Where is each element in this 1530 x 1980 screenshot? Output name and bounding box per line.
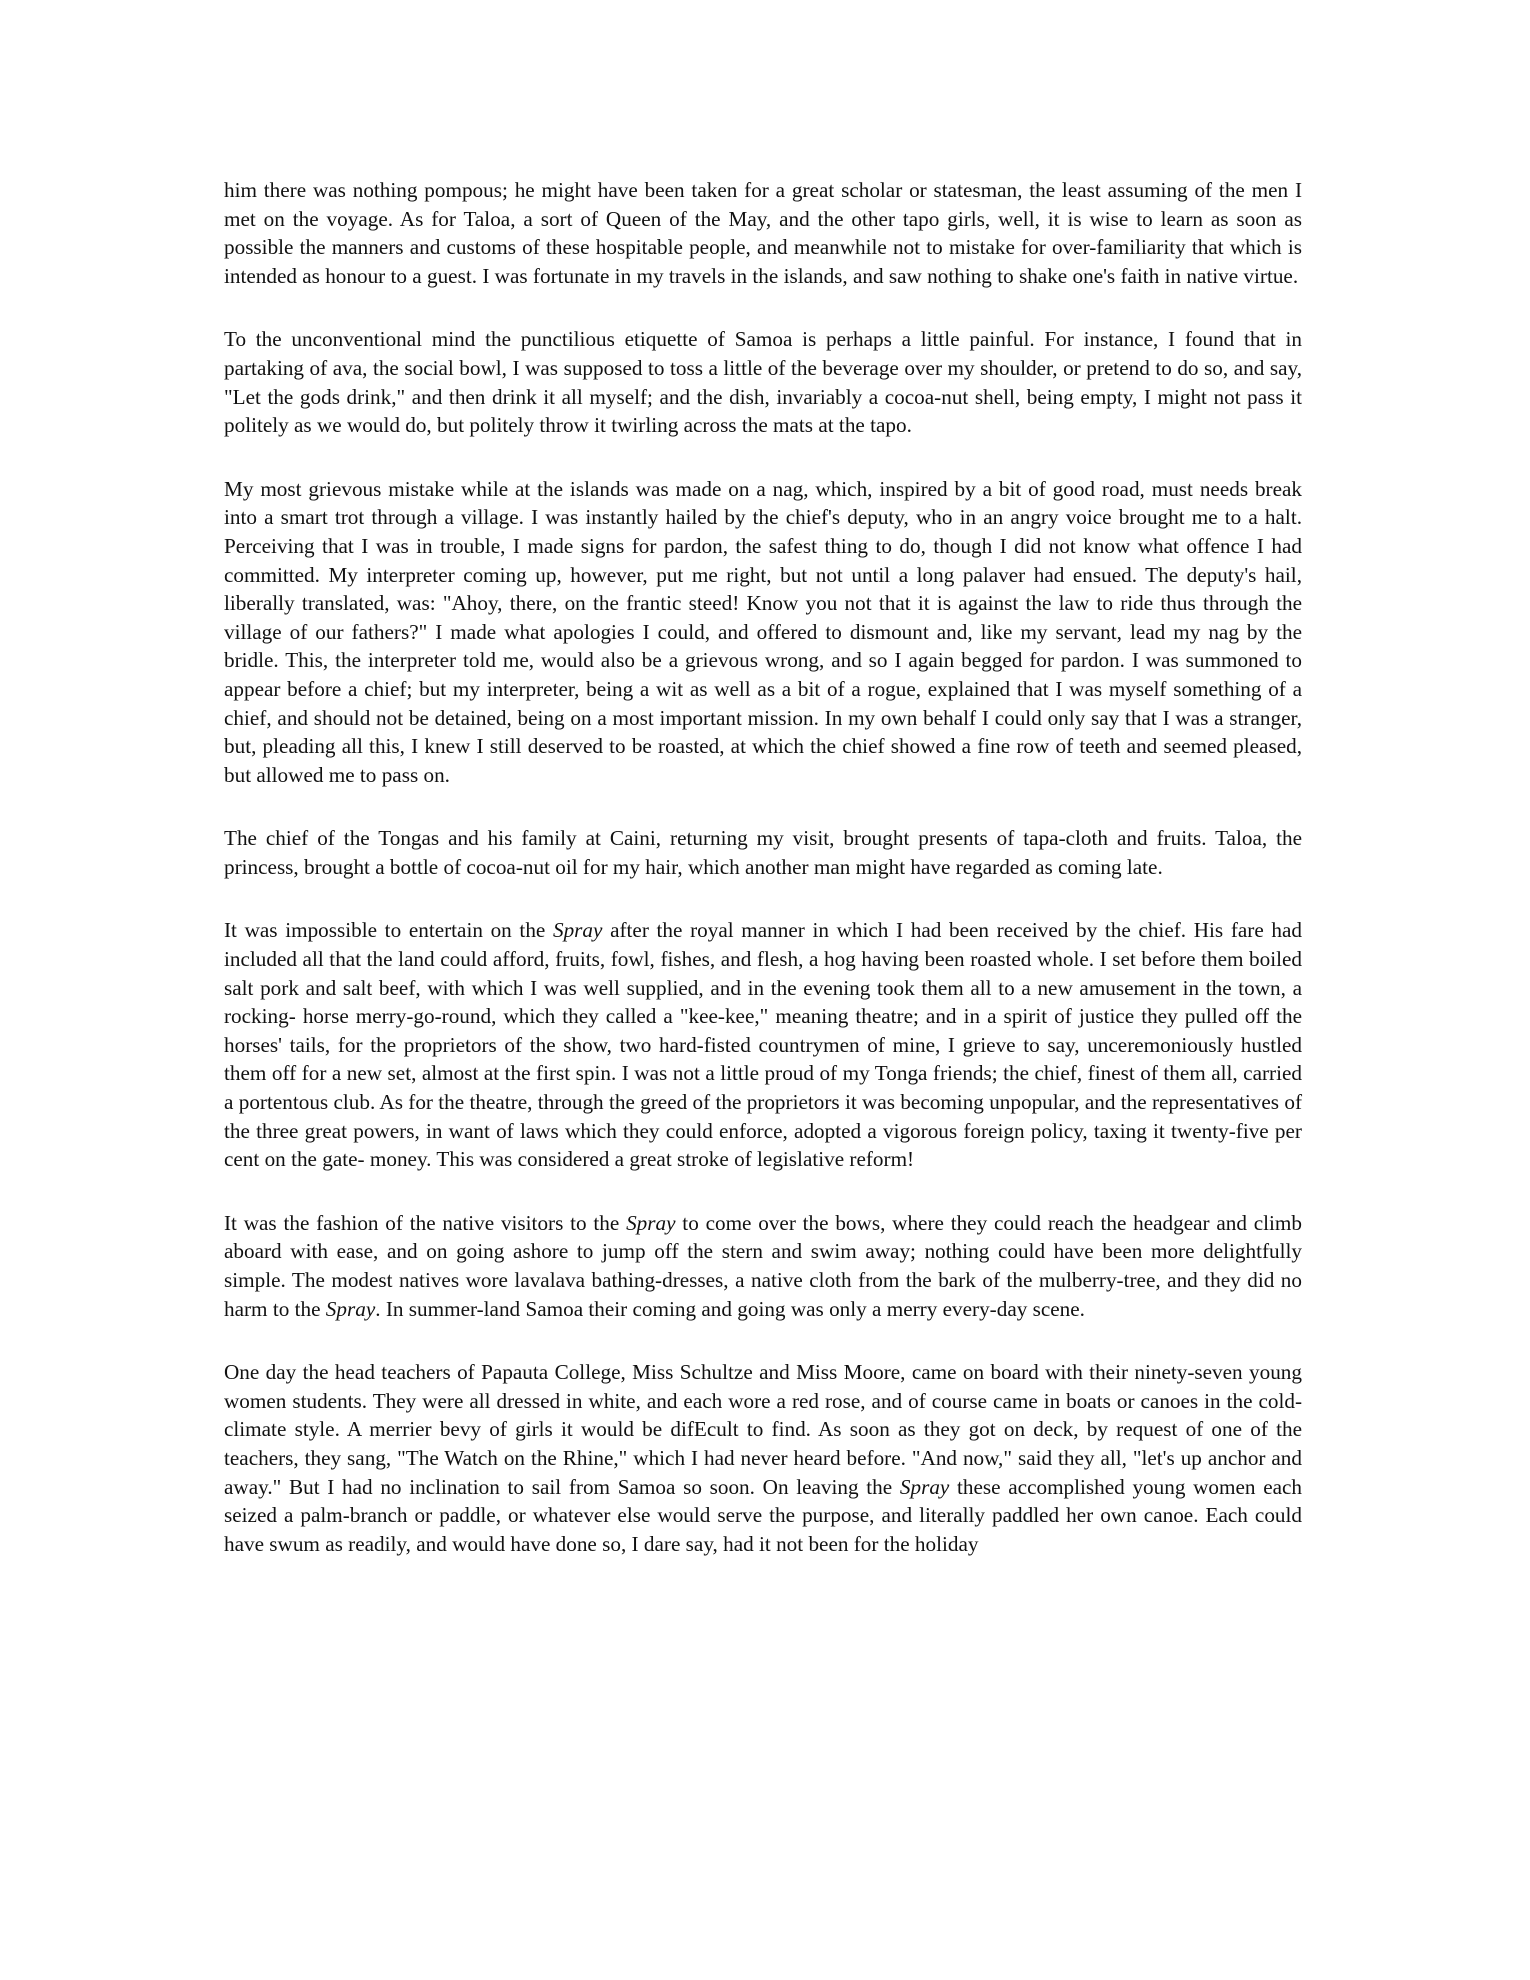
- ship-name-italic: Spray: [899, 1474, 950, 1499]
- text-run: It was impossible to entertain on the: [224, 918, 553, 943]
- paragraph: [224, 176, 1302, 290]
- paragraph: [224, 1209, 1302, 1323]
- paragraph: [224, 325, 1302, 439]
- ship-name-italic: Spray: [552, 918, 603, 943]
- ship-name-italic: Spray: [626, 1210, 676, 1235]
- text-run: after the royal manner in which I had been received by the chief. His fare had included all that the land could afford, fruits, fowl, fishes, and flesh, a hog having been roasted whole. I set before them boiled salt pork and salt beef, with which I was well supplied, and in the evening took them all to a new amusement in the town, a rocking- horse merry-go-round, which they called a "kee-kee," meaning theatre; and in a spirit of justice they pulled off the horses' tails, for the proprietors of the show, two hard-fisted countrymen of mine, I grieve to say, unceremoniously hustled them off for a new set, almost at the first spin. I was not a little proud of my Tonga friends; the chief, finest of them all, carried a portentous club. As for the theatre, through the greed of the proprietors it was becoming unpopular, and the representatives of the three great powers, in want of laws which they could enforce, adopted a vigorous foreign policy, taxing it twenty-five per cent on the gate- money. This was considered a great stroke of legislative reform!: [224, 918, 1302, 1172]
- text-run: to come over the bows, where they could reach the headgear and climb aboard with ease, and on going ashore to jump off the stern and swim away; nothing could have been more delightfully simple. The modest natives wore lavalava bathing-dresses, a native cloth from the bark of the mulberry-tree, and they did no harm to the: [224, 1210, 1302, 1321]
- paragraph: [224, 1358, 1302, 1558]
- page-body: [224, 176, 1302, 1558]
- text-run: To the unconventional mind the punctilious etiquette of Samoa is perhaps a little painful. For instance, I found that in partaking of ava, the social bowl, I was supposed to toss a little of the beverage over my shoulder, or pretend to do so, and say, "Let the gods drink," and then drink it all myself; and the dish, invariably a cocoa-nut shell, being empty, I might not pass it politely as we would do, but politely throw it twirling across the mats at the tapo.: [224, 327, 1302, 438]
- text-run: The chief of the Tongas and his family at Caini, returning my visit, brought presents of tapa-cloth and fruits. Taloa, the princess, brought a bottle of cocoa-nut oil for my hair, which another man might have regarded as coming late.: [224, 826, 1302, 879]
- paragraph: [224, 475, 1302, 790]
- text-run: My most grievous mistake while at the islands was made on a nag, which, inspired by a bit of good road, must needs break into a smart trot through a village. I was instantly hailed by the chief's deputy, who in an angry voice brought me to a halt. Perceiving that I was in trouble, I made signs for pardon, the safest thing to do, though I did not know what offence I had committed. My interpreter coming up, however, put me right, but not until a long palaver had ensued. The deputy's hail, liberally translated, was: "Ahoy, there, on the frantic steed! Know you not that it is against the law to ride thus through the village of our fathers?" I made what apologies I could, and offered to dismount and, like my servant, lead my nag by the bridle. This, the interpreter told me, would also be a grievous wrong, and so I again begged for pardon. I was summoned to appear before a chief; but my interpreter, being a wit as well as a bit of a rogue, explained that I was myself something of a chief, and should not be detained, being on a most important mission. In my own behalf I could only say that I was a stranger, but, pleading all this, I knew I still deserved to be roasted, at which the chief showed a fine row of teeth and seemed pleased, but allowed me to pass on.: [224, 476, 1302, 787]
- paragraph: [224, 824, 1302, 881]
- text-run: . In summer-land Samoa their coming and going was only a merry every-day scene.: [375, 1296, 1085, 1321]
- text-run: these accomplished young women each seized a palm-branch or paddle, or whatever else would serve the purpose, and literally paddled her own canoe. Each could have swum as readily, and would have done so, I dare say, had it not been for the holiday: [224, 1474, 1302, 1556]
- ship-name-italic: Spray: [325, 1296, 376, 1321]
- text-run: It was the fashion of the native visitors to the: [224, 1210, 627, 1235]
- text-run: One day the head teachers of Papauta College, Miss Schultze and Miss Moore, came on board with their ninety-seven young women students. They were all dressed in white, and each wore a red rose, and of course came in boats or canoes in the cold-climate style. A merrier bevy of girls it would be difEcult to find. As soon as they got on deck, by request of one of the teachers, they sang, "The Watch on the Rhine," which I had never heard before. "And now," said they all, "let's up anchor and away." But I had no inclination to sail from Samoa so soon. On leaving the: [224, 1360, 1302, 1499]
- paragraph: [224, 916, 1302, 1173]
- text-run: him there was nothing pompous; he might have been taken for a great scholar or statesman, the least assuming of the men I met on the voyage. As for Taloa, a sort of Queen of the May, and the other tapo girls, well, it is wise to learn as soon as possible the manners and customs of these hospitable people, and meanwhile not to mistake for over-familiarity that which is intended as honour to a guest. I was fortunate in my travels in the islands, and saw nothing to shake one's faith in native virtue.: [224, 178, 1302, 288]
